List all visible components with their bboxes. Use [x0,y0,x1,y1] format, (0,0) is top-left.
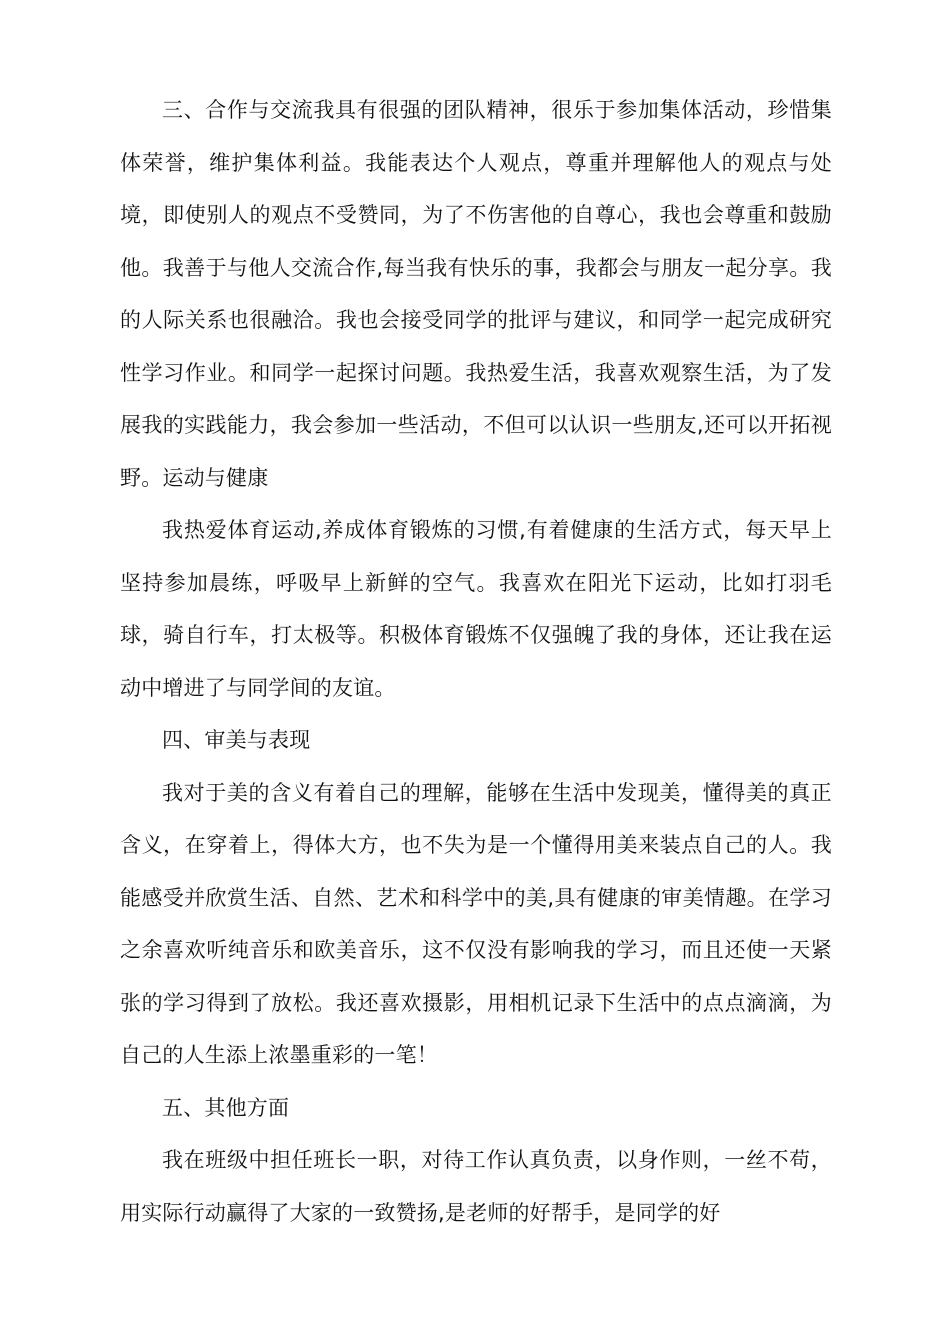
paragraph-cooperation: 三、合作与交流我具有很强的团队精神，很乐于参加集体活动，珍惜集体荣誉，维护集体利益。我能表达个人观点，尊重并理解他人的观点与处境，即使别人的观点不受赞同，为了不伤害他的自尊心，我也会尊重和鼓励他。我善于与他人交流合作,每当我有快乐的事，我都会与朋友一起分享。我的人际关系也很融洽。我也会接受同学的批评与建议，和同学一起完成研究性学习作业。和同学一起探讨问题。我热爱生活，我喜欢观察生活，为了发展我的实践能力，我会参加一些活动，不但可以认识一些朋友,还可以开拓视野。运动与健康 [120,98,832,490]
paragraph-sports: 我热爱体育运动,养成体育锻炼的习惯,有着健康的生活方式，每天早上坚持参加晨练，呼吸早上新鲜的空气。我喜欢在阳光下运动，比如打羽毛球，骑自行车，打太极等。积极体育锻炼不仅强魄了我的身体，还让我在运动中增进了与同学间的友谊。 [120,518,832,700]
paragraph-aesthetics: 我对于美的含义有着自己的理解，能够在生活中发现美，懂得美的真正含义，在穿着上，得体大方，也不失为是一个懂得用美来装点自己的人。我能感受并欣赏生活、自然、艺术和科学中的美,具有健康的审美情趣。在学习之余喜欢听纯音乐和欧美音乐，这不仅没有影响我的学习，而且还使一天紧张的学习得到了放松。我还喜欢摄影，用相机记录下生活中的点点滴滴，为自己的人生添上浓墨重彩的一笔！ [120,780,832,1067]
heading-aesthetics: 四、审美与表现 [162,728,311,752]
document-body [120,84,832,1239]
paragraph-other: 我在班级中担任班长一职，对待工作认真负责，以身作则，一丝不苟，用实际行动赢得了大家的一致赞扬,是老师的好帮手，是同学的好 [120,1148,832,1225]
heading-other: 五、其他方面 [162,1095,290,1120]
